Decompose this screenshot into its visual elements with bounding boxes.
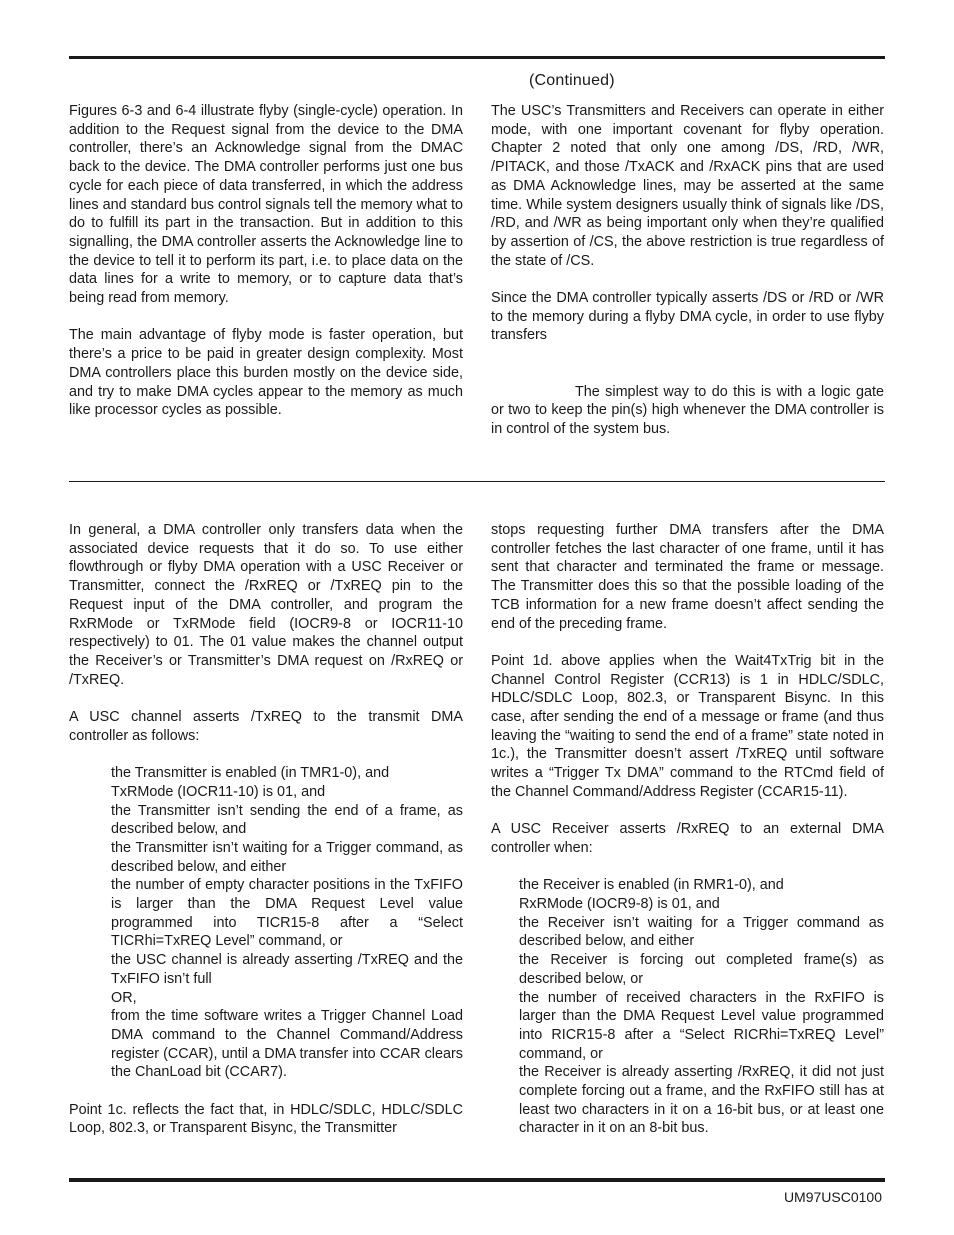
paragraph: The simplest way to do this is with a logic gate or two to keep the pin(s) high whenever the DMA controller is in control of the system bus. (491, 383, 884, 437)
paragraph: Since the DMA controller typically asserts /DS or /RD or /WR to the memory during a flyby DMA cycle, in order to use flyby transfers (491, 290, 884, 344)
paragraph: stops requesting further DMA transfers after the DMA controller fetches the last character of one frame, until it has sent that character and terminated the frame or message. The Transmitter does this so that the possible loading of the TCB information for a new frame doesn’t affect sending the end of the preceding frame. (491, 522, 884, 632)
paragraph: Figures 6-3 and 6-4 illustrate flyby (single-cycle) operation. In addition to the Request signal from the device to the DMA controller, there’s an Acknowledge signal from the DMAC back to the device. The DMA controller performs just one bus cycle for each piece of data transferred, in which the address lines and standard bus control signals tell the memory what to do to fulfill its part in the transaction. But in addition to this signalling, the DMA controller asserts the Acknowledge line to the device to tell it to perform its part, i.e. to place data on the data lines for a write to memory, or to capture data that’s being read from memory. (69, 103, 463, 307)
tx-condition-list (69, 764, 463, 1082)
bottom-rule (69, 1178, 885, 1182)
list-item: the USC channel is already asserting /TxREQ and the TxFIFO isn’t full (111, 952, 463, 987)
top-rule (69, 56, 885, 59)
section2-left-column (69, 521, 463, 1138)
list-item: RxRMode (IOCR9-8) is 01, and (519, 896, 720, 913)
paragraph: In general, a DMA controller only transfers data when the associated device requests that it do so. To use either flowthrough or flyby DMA operation with a USC Receiver or Transmitter, connect the /RxREQ or /TxREQ pin to the Request input of the DMA controller, and program the RxRMode or TxRMode field (IOCR9-8 or IOCR11-10 respectively) to 01. The 01 value makes the channel output the Receiver’s or Transmitter’s DMA request on /RxREQ or /TxREQ. (69, 522, 463, 688)
list-item: the Transmitter isn’t sending the end of a frame, as described below, and (111, 802, 463, 838)
paragraph: A USC channel asserts /TxREQ to the transmit DMA controller as follows: (69, 709, 463, 744)
list-item: the Transmitter isn’t waiting for a Trigger command, as described below, and either (111, 839, 463, 875)
list-item: the Receiver is enabled (in RMR1-0), and (519, 877, 784, 894)
paragraph: Point 1d. above applies when the Wait4TxTrig bit in the Channel Control Register (CCR13) is 1 in HDLC/SDLC, HDLC/SDLC Loop, 802.3, or Transparent Bisync. In this case, after sending the end of a message or frame (and thus leaving the “waiting to send the end of a frame” state noted in 1c.), the Transmitter doesn’t assert /TxREQ until software writes a “Trigger Tx DMA” command to the RTCmd field of the Channel Command/Address Register (CCAR15-11). (491, 652, 884, 800)
list-item: OR, (111, 989, 137, 1006)
list-item: the Receiver is forcing out completed frame(s) as described below, or (519, 952, 884, 987)
section-divider (69, 481, 885, 482)
document-id: UM97USC0100 (783, 1189, 882, 1205)
list-item: the number of empty character positions in the TxFIFO is larger than the DMA Request Level value programmed into TICR15-8 after a “Select TICRhi=TxREQ Level” command, or (111, 877, 463, 950)
list-item: the Transmitter is enabled (in TMR1-0), and (111, 765, 390, 782)
section2-right-column (491, 521, 884, 1138)
rx-condition-list (491, 876, 884, 1138)
section1-left-column (69, 102, 463, 420)
section1-right-column (491, 102, 884, 439)
list-item: the Receiver isn’t waiting for a Trigger command as described below, and either (519, 914, 884, 950)
paragraph: Point 1c. reflects the fact that, in HDLC/SDLC, HDLC/SDLC Loop, 802.3, or Transparent Bisync, the Transmitter (69, 1101, 463, 1137)
continued-heading: (Continued) (529, 72, 615, 89)
list-item: from the time software writes a Trigger Channel Load DMA command to the Channel Command/Address register (CCAR), until a DMA transfer into CCAR clears the ChanLoad bit (CCAR7). (111, 1008, 463, 1081)
paragraph: The main advantage of flyby mode is faster operation, but there’s a price to be paid in greater design complexity. Most DMA controllers place this burden mostly on the device side, and try to make DMA cycles appear to the memory as much like processor cycles as possible. (69, 327, 463, 419)
paragraph: A USC Receiver asserts /RxREQ to an external DMA controller when: (491, 821, 884, 856)
paragraph: The USC’s Transmitters and Receivers can operate in either mode, with one important covenant for flyby operation. Chapter 2 noted that only one among /DS, /RD, /WR, /PITACK, and those /TxACK and /RxACK pins that are used as DMA Acknowledge lines, may be asserted at the same time. While system designers usually think of signals like /DS, /RD, and /WR as being important only when they’re qualified by assertion of /CS, the above restriction is true regardless of the state of /CS. (491, 103, 884, 269)
list-item: the Receiver is already asserting /RxREQ, it did not just complete forcing out a frame, and the RxFIFO still has at least two characters in it on a 16-bit bus, or at least one character in it on an 8-bit bus. (519, 1064, 884, 1137)
list-item: TxRMode (IOCR11-10) is 01, and (111, 783, 326, 800)
list-item: the number of received characters in the RxFIFO is larger than the DMA Request Level value programmed into RICR15-8 after a “Select RICRhi=TxREQ Level” command, or (519, 989, 884, 1062)
